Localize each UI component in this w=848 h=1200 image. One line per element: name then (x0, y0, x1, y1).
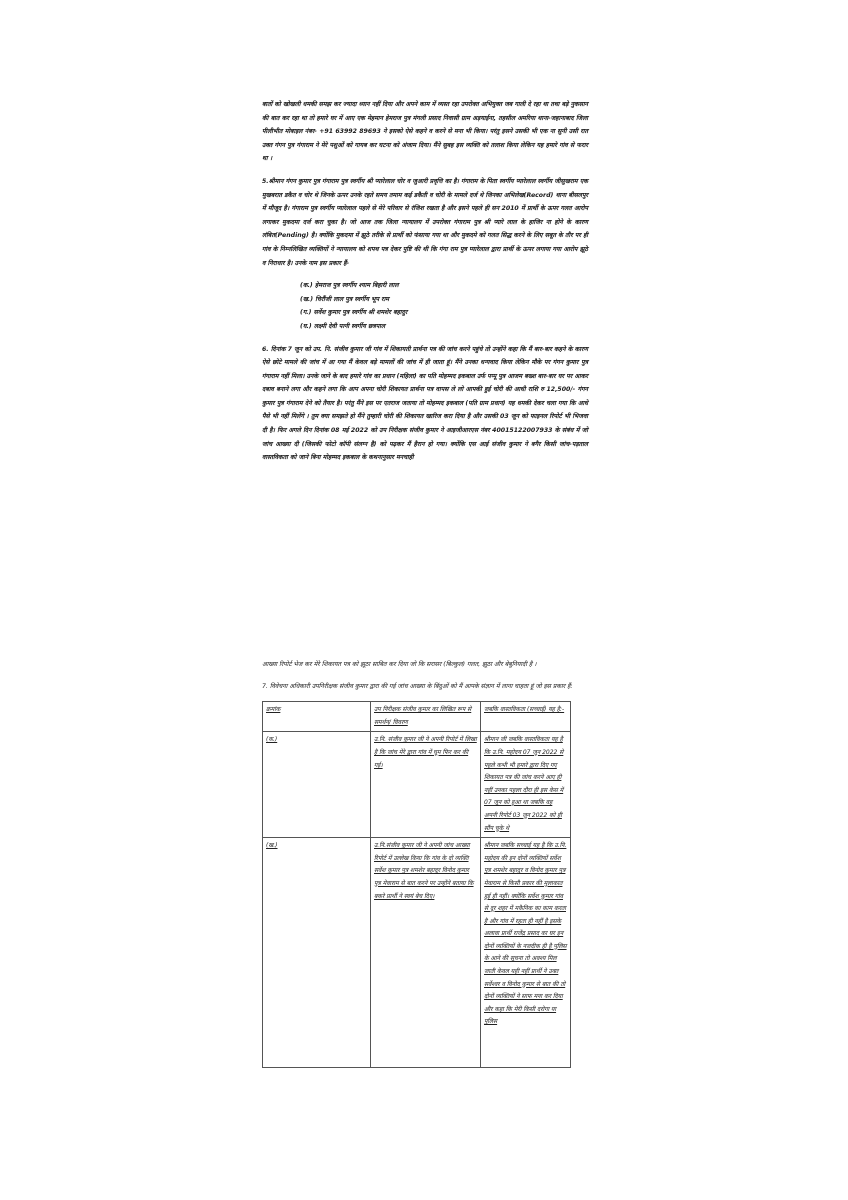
row-serial: (क.) (263, 732, 371, 838)
header-serial: क्रमांक (263, 702, 371, 732)
paragraph-6-continued: आख्या रिपोर्ट भेज कर मेरे शिकायत पत्र को झूठा साबित कर दिया जो कि सरासर (बिल्कुल) गलत, झूठा और बेबुनियादी है । (262, 661, 537, 668)
paragraph-6: 6. दिनांक 7 जून को उप. नि. संजीव कुमार जी गांव में शिकायती प्रार्थना पत्र की जांच करने पहुंचे तो उन्होंने कहा कि मैं बार-बार कहने के कारण ऐसे छोटे मामले की जांच में आ गया मैं केवल बड़े मामलों की जांच में ही जाता हूं। मैंने उनका धन्यवाद किया लेकिन मौके पर गंगन कुमार पुत्र गंगाराम नहीं मिला। उनके जाने के बाद हमारे गांव का प्रधान (महिला) का पति मोहम्मद इकबाल उर्फ पप्पू पुत्र आजम बख्श बार-बार घर पर आकर दबाव बनाने लगा और कहने लगा कि आप अपना चोरी शिकायत प्रार्थना पत्र वापस ले लो आपकी हुई चोरी की आधी राशि रु 12,500/- गंगन कुमार पुत्र गंगाराम देने को तैयार है। परंतु मैंने इस पर एतराज जताया तो मोहम्मद इकबाल (पति ग्राम प्रधान) यह धमकी देकर चला गया कि आधे पैसे भी नहीं मिलेंगे । तुम क्या समझते हो मैंने तुम्हारी चोरी की शिकायत खारिज करा दिया है और उसकी 03 जून को फाइनल रिपोर्ट भी भिजवा दी है। फिर अगले दिन दिनांक 08 मई 2022 को उप निरीक्षक संजीव कुमार ने आइजीआरएस नंबर 40015122007933 के संबंध में जो जांच आख्या दी (जिसकी फोटो कॉपी संलग्न है) को पढ़कर मैं हैरान हो गया। क्योंकि एस आई संजीव कुमार ने बगैर किसी जांच-पड़ताल वास्तविकता को जाने बिना मोहम्मद इकबाल के कथनानुसार मनचाही (262, 345, 589, 462)
row-serial: (ख.) (263, 838, 371, 1068)
comparison-table (262, 701, 571, 1068)
header-claim: उप निरीक्षक संजीव कुमार का लिखित रूप से समर्थन/ विवरण (371, 702, 481, 732)
row-claim: उ.नि. संजीव कुमार जी ने अपनी रिपोर्ट में लिखा है कि जांच मेरे द्वारा गांव में घूम फिर कर की गई। (371, 732, 481, 838)
row-claim: उ.नि.संजीव कुमार जी ने अपनी जांच आख्या रिपोर्ट में उल्लेख किया कि गांव के दो व्यक्ति सर्वेश कुमार पुत्र शमशेर बहादुर विनोद कुमार पुत्र मेवाराम से बात करने पर उन्होंने बताया कि बकरे प्रार्थी ने स्वयं बेच दिए। (371, 838, 481, 1068)
paragraph-5: 5.श्रीमान गंगन कुमार पुत्र गंगाराम पुत्र स्वर्गीय श्री प्यारेलाल चोर व जुआरी प्रवृत्ति का है। गंगाराम के पिता स्वर्गीय प्यारेलाल स्वर्गीय जीसुखराम एक मुखबरात डकैत व चोर थे जिनके ऊपर उनके रहते समय तमाम कई डकैती व चोरी के मामले दर्ज थे जिनका अभिलेख(Record) थाना बीसलपुर में मौजूद है। गंगाराम पुत्र स्वर्गीय प्यारेलाल पहले से मेरे परिवार से रंजिश रखता है और इसने पहले ही सन 2010 में प्रार्थी के ऊपर गलत आरोप लगाकर मुकदमा दर्ज करा चुका है। जो आज तक जिला न्यायालय में उपरोक्त गंगाराम पुत्र श्री प्यारे लाल के हाजिर ना होने के कारण लंबित(Pending) है। क्योंकि मुकदमा में झूठे तरीके से प्रार्थी को फंसाया गया था और मुकदमे को गलत सिद्ध करने के लिए सबूत के तौर पर ही गांव के निम्नलिखित व्यक्तियों ने न्यायालय को शपथ पत्र देकर पुष्टि की थी कि गंगा राम पुत्र प्यारेलाल द्वारा प्रार्थी के ऊपर लगाया गया आरोप झूठे व निराधार है। उनके नाम इस प्रकार हैं- (262, 177, 588, 267)
paragraph-continuation: बातों को खोखली धमकी समझ कर ज्यादा ध्यान नहीं दिया और अपने काम में व्यस्त रहा उपरोक्त अभियुक्त जब गाली दे रहा था तथा बड़े नुकसान की बात कर रहा था तो हमारे घर में आए एक मेहमान हेमराज पुत्र मंगली प्रसाद निवासी ग्राम अड़याईना, तहसील अमरिया थाना-जहानाबाद जिला पीलीभीत मोबाइल नंबर- +91 63992 89693 ने इसको ऐसे कहने व करने से मना भी किया। परंतु इसने उसकी भी एक ना सुनी उसी रात उक्त गंगन पुत्र गंगाराम ने मेरे पशुओं को गायब कर घटना को अंजाम दिया। मैंने सुबह इस व्यक्ति को तलाश किया लेकिन यह हमारे गांव से फरार था । (262, 101, 588, 163)
paragraph-7: 7. विवेचना अधिकारी उपनिरीक्षक संजीव कुमार द्वारा की गई जांच आख्या के बिंदुओं को मैं आपके संज्ञान में लाना चाहता हूं जो इस प्रकार हैं: (262, 682, 573, 690)
upper-text-block (262, 98, 588, 474)
lower-text-block (262, 658, 588, 1068)
list-item: (ग.) सर्वेश कुमार पुत्र स्वर्गीय श्री शमशेर बहादुर (300, 309, 408, 317)
witness-names-list (300, 279, 588, 333)
list-item: (क.) हेमराज पुत्र स्वर्गीय श्याम बिहारी लाल (300, 282, 399, 290)
table-row (263, 838, 571, 1068)
table-row (263, 732, 571, 838)
table-header-row (263, 702, 571, 732)
row-reality: श्रीमान जी जबकि वास्तविकता यह है कि उ.नि. महोदय 07 जून 2022 से पहले कभी भी हमारे द्वारा दिए गए शिकायत पत्र की जांच करने आए ही नहीं उनका पहला दौरा ही इस केस में 07 जून को हुआ था जबकि वह अपनी रिपोर्ट 03 जून 2022 को ही सौंप चुके थे (481, 732, 571, 838)
header-reality: जबकि वास्तविकता (सच्चाई) यह है:- (481, 702, 571, 732)
list-item: (घ.) लक्ष्मी देवी पत्नी स्वर्गीय छत्रपाल (300, 322, 386, 330)
row-reality: श्रीमान जबकि सच्चाई यह है कि उ.नि. महोदय की इन दोनों व्यक्तियों सर्वेश पुत्र शमशेर बहादुर व विनोद कुमार पुत्र मेवाराम से किसी प्रकार की मुलाकात हुई ही नहीं। क्योंकि सर्वेश कुमार गांव से दूर शहर में मकैनिक का काम करता है और गांव में रहता ही नहीं है इसके अलावा प्रार्थी राजेंद्र प्रसाद का घर इन दोनों व्यक्तियों के नजदीक ही है पुलिस के आने की सूचना तो अवश्य मिल जाती केवल यही नहीं प्रार्थी ने उक्त सर्वेश्वर व विनोद कुमार से बात की तो दोनों व्यक्तियों ने साफ मना कर दिया और कहा कि मेरी किसी दरोगा या पुलिस (481, 838, 571, 1068)
list-item: (ख.) चिरौंजी लाल पुत्र स्वर्गीय भूप राम (300, 295, 389, 303)
